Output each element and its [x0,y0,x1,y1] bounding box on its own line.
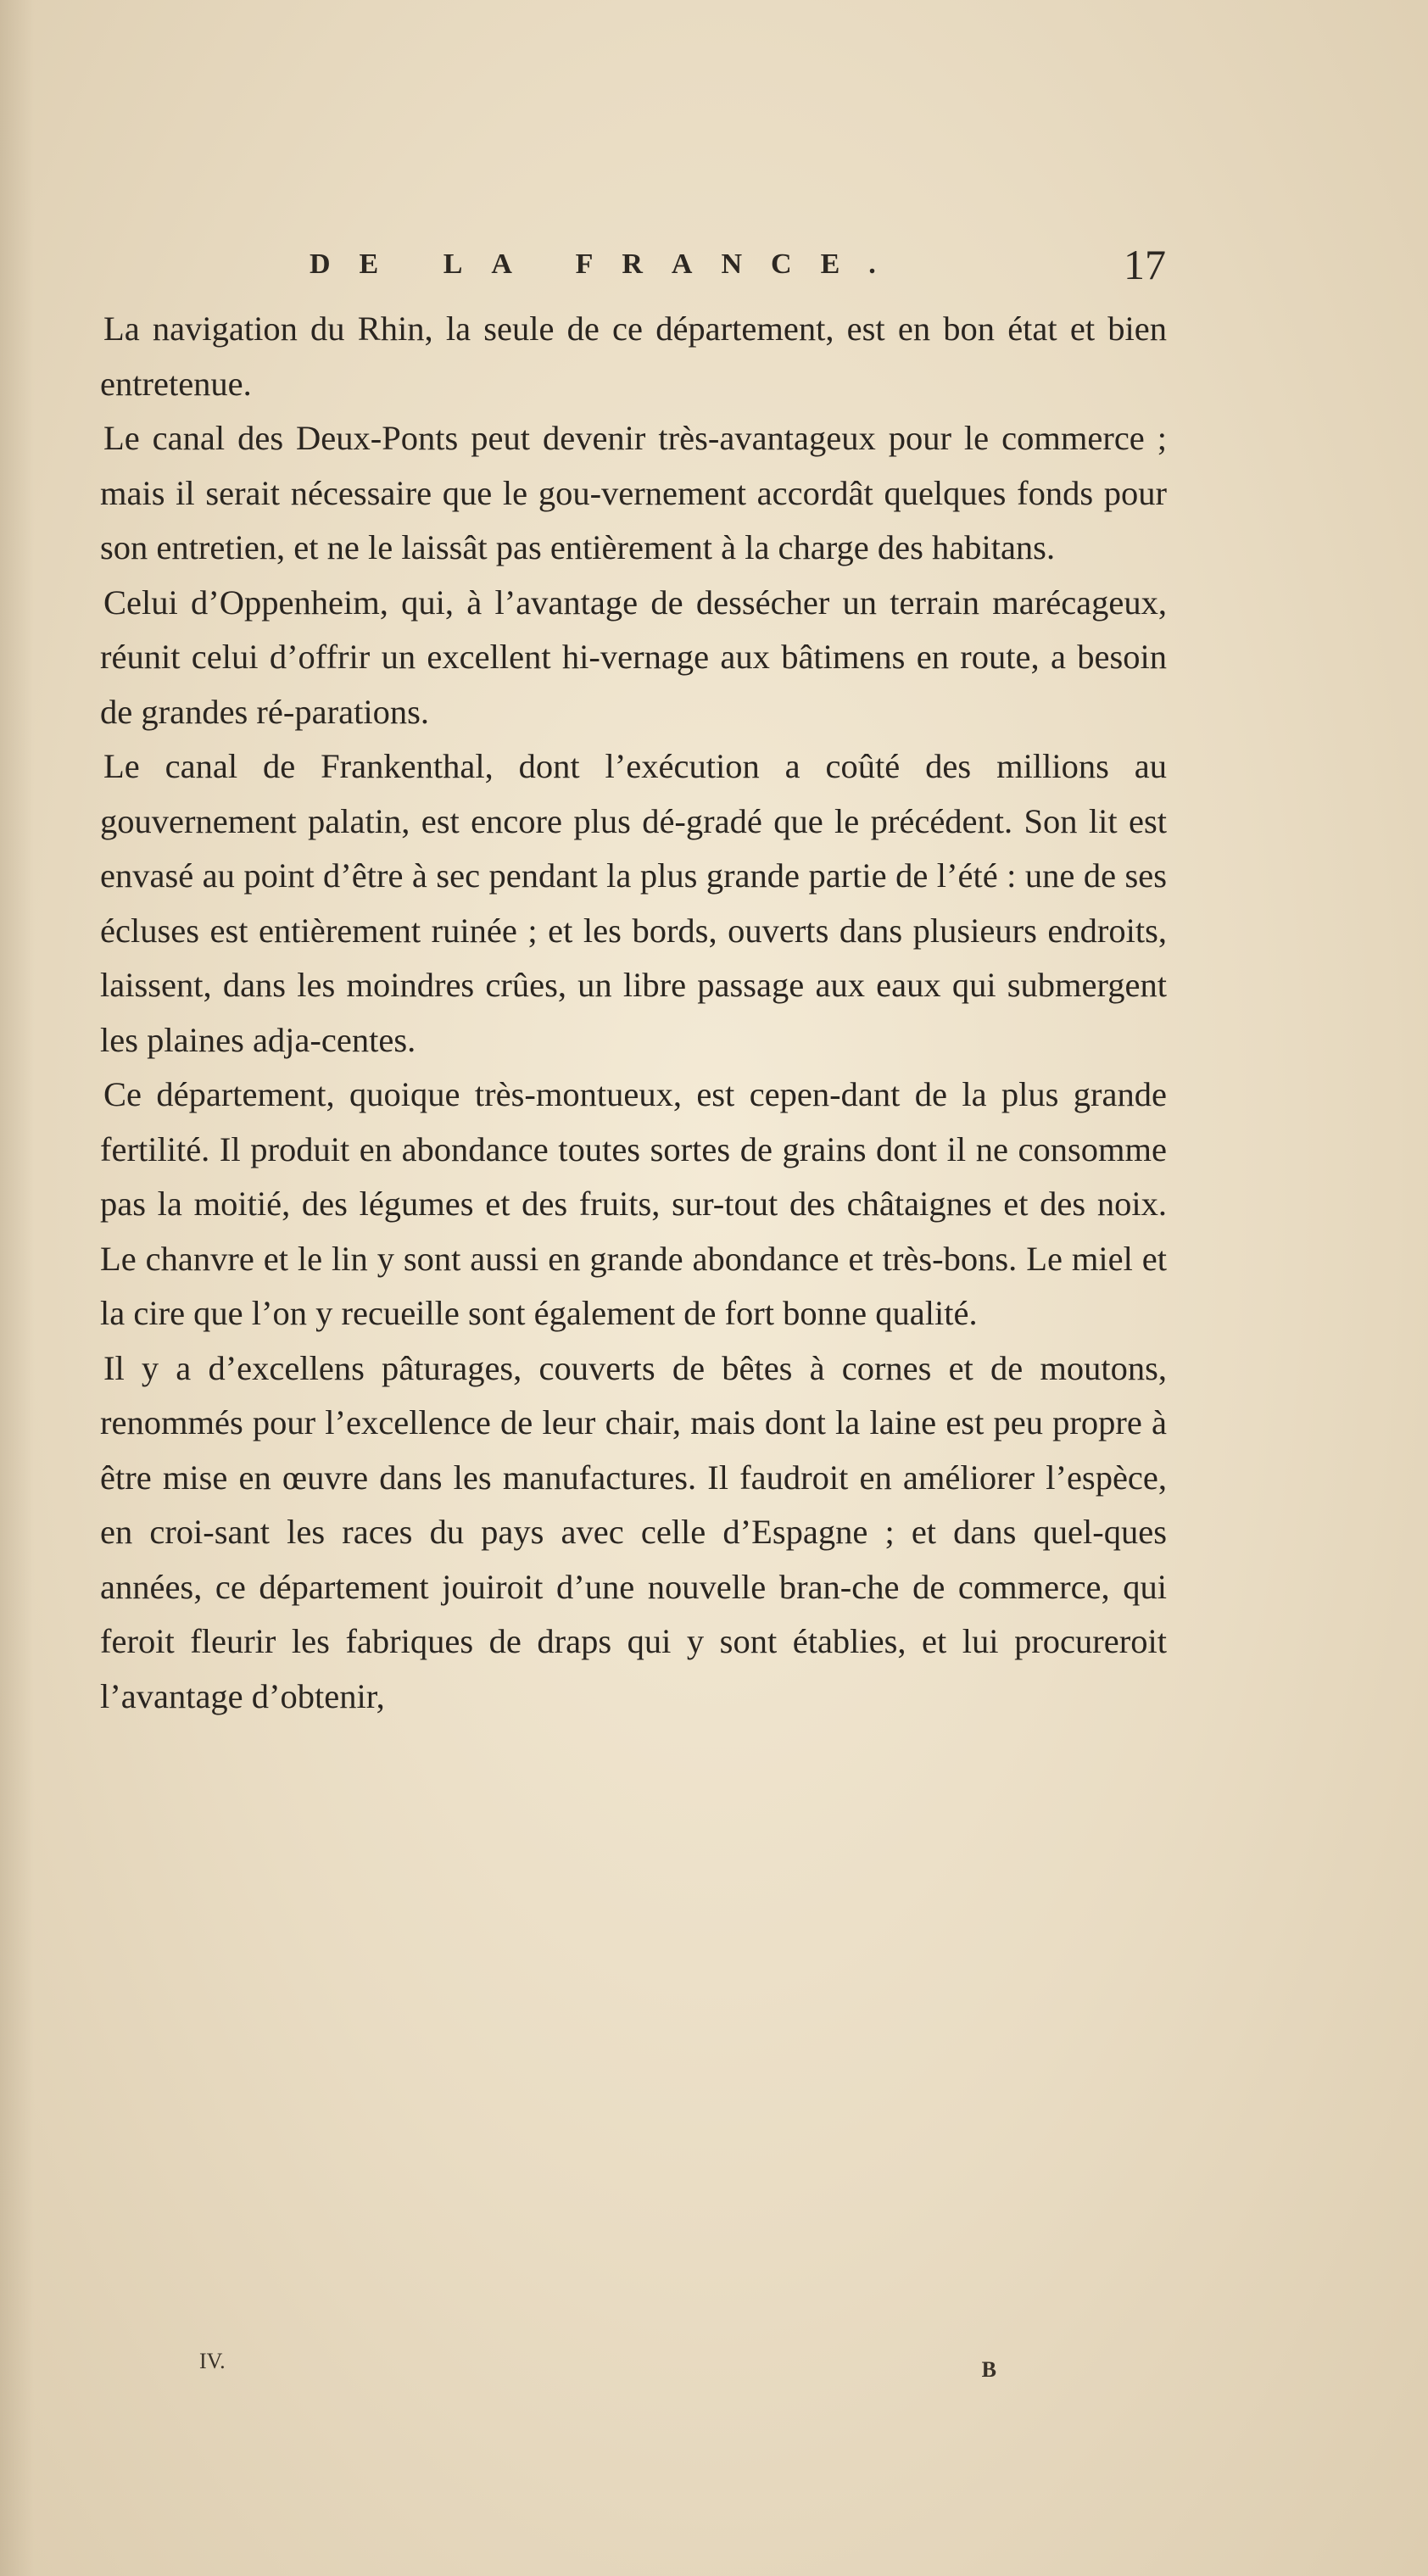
paragraph: Le canal des Deux-Ponts peut devenir très-avantageux pour le commerce ; mais il serait nécessaire que le gou-vernement accordât quelques fonds pour son entretien, et ne le laissât pas entièrement à la charge des habitans. [100,419,1167,566]
page-header [310,239,1166,298]
body-text [100,302,1167,1724]
paragraph: La navigation du Rhin, la seule de ce département, est en bon état et bien entretenue. [100,309,1167,403]
paragraph: Celui d’Oppenheim, qui, à l’avantage de dessécher un terrain marécageux, réunit celui d’offrir un excellent hi-vernage aux bâtimens en route, a besoin de grandes ré-parations. [100,583,1167,731]
paragraph: Ce département, quoique très-montueux, est cepen-dant de la plus grande fertilité. Il produit en abondance toutes sortes de grains dont il ne consomme pas la moitié, des légumes et des fruits, sur-tout des châtaignes et des noix. Le chanvre et le lin y sont aussi en grande abondance et très-bons. Le miel et la cire que l’on y recueille sont également de fort bonne qualité. [100,1075,1167,1332]
paragraph: Le canal de Frankenthal, dont l’exécution a coûté des millions au gouvernement palatin, est encore plus dé-gradé que le précédent. Son lit est envasé au point d’être à sec pendant la plus grande partie de l’été : une de ses écluses est entièrement ruinée ; et les bords, ouverts dans plusieurs endroits, laissent, dans les moindres crûes, un libre passage aux eaux qui submergent les plaines adja-centes. [100,747,1167,1059]
gutter-shadow [0,0,34,2576]
sheet-mark: B [981,2357,996,2382]
paragraph: Il y a d’excellens pâturages, couverts de bêtes à cornes et de moutons, renommés pour l’excellence de leur chair, mais dont la laine est peu propre à être mise en œuvre dans les manufactures. Il faudroit en améliorer l’espèce, en croi-sant les races du pays avec celle d’Espagne ; et dans quel-ques années, ce département jouiroit d’une nouvelle bran-che de commerce, qui feroit fleurir les fabriques de draps qui y sont établies, et lui procureroit l’avantage d’obtenir, [100,1348,1167,1715]
page-number: 17 [1124,241,1166,288]
page-footer [199,2349,996,2391]
running-head: DE LA FRANCE. [310,248,905,280]
signature-mark: IV. [199,2349,226,2373]
